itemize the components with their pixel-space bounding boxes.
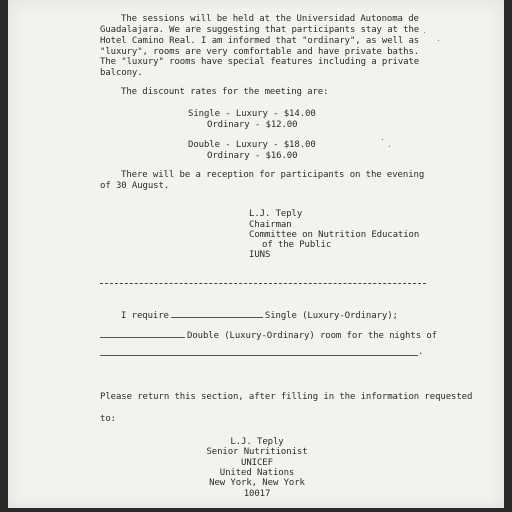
rate-single-luxury: Single - Luxury - $14.00	[188, 109, 316, 119]
intro-line-4: "luxury", rooms are very comfortable and have private baths.	[100, 47, 420, 57]
intro-line-3: Hotel Camino Real. I am informed that "ordinary", as well as	[100, 36, 420, 46]
sig2-zip: 10017	[243, 489, 271, 499]
sig1-title: Chairman	[249, 220, 292, 230]
rate-single-ordinary: Ordinary - $12.00	[207, 120, 298, 130]
sig1-committee: Committee on Nutrition Education	[249, 230, 420, 240]
sig1-committee-cont: of the Public	[262, 240, 332, 250]
sig2-un: United Nations	[219, 468, 295, 478]
reception-line-2: of 30 August.	[100, 181, 170, 191]
sig1-org: IUNS	[249, 250, 271, 260]
scan-speck: ·	[436, 36, 441, 45]
intro-line-2: Guadalajara. We are suggesting that participants stay at the	[100, 25, 420, 35]
single-label: Single (Luxury-Ordinary);	[264, 311, 398, 321]
scan-speck: ·	[422, 28, 427, 37]
nights-field[interactable]	[100, 355, 418, 356]
double-quantity-field[interactable]	[100, 329, 185, 338]
sig2-org: UNICEF	[241, 458, 273, 468]
intro-line-6: balcony.	[100, 68, 143, 78]
return-note-line-2: to:	[100, 414, 116, 424]
return-note-line-1: Please return this section, after filling in the information requested	[100, 392, 473, 402]
cut-line	[100, 283, 426, 284]
nights-end-period: .	[418, 347, 424, 357]
reception-line-1: There will be a reception for participants on the evening	[121, 170, 425, 180]
rate-double-ordinary: Ordinary - $16.00	[207, 151, 298, 161]
double-label: Double (Luxury-Ordinary) room for the nights of	[187, 331, 437, 341]
sig2-city: New York, New York	[209, 478, 305, 488]
single-quantity-field[interactable]	[171, 309, 263, 318]
form-single-line	[121, 309, 398, 321]
rate-double-luxury: Double - Luxury - $18.00	[188, 140, 316, 150]
sig1-name: L.J. Teply	[249, 209, 303, 219]
scan-speck: ·	[387, 142, 392, 151]
scan-speck: ·	[380, 135, 385, 144]
form-double-line	[100, 329, 437, 341]
require-prefix: I require	[121, 311, 169, 321]
rates-intro: The discount rates for the meeting are:	[121, 87, 329, 97]
intro-line-1: The sessions will be held at the Universidad Autonoma de	[121, 14, 419, 24]
intro-line-5: The "luxury" rooms have special features including a private	[100, 57, 420, 67]
sig2-title: Senior Nutritionist	[206, 447, 308, 457]
sig2-name: L.J. Teply	[230, 437, 284, 447]
document-page	[8, 0, 504, 508]
